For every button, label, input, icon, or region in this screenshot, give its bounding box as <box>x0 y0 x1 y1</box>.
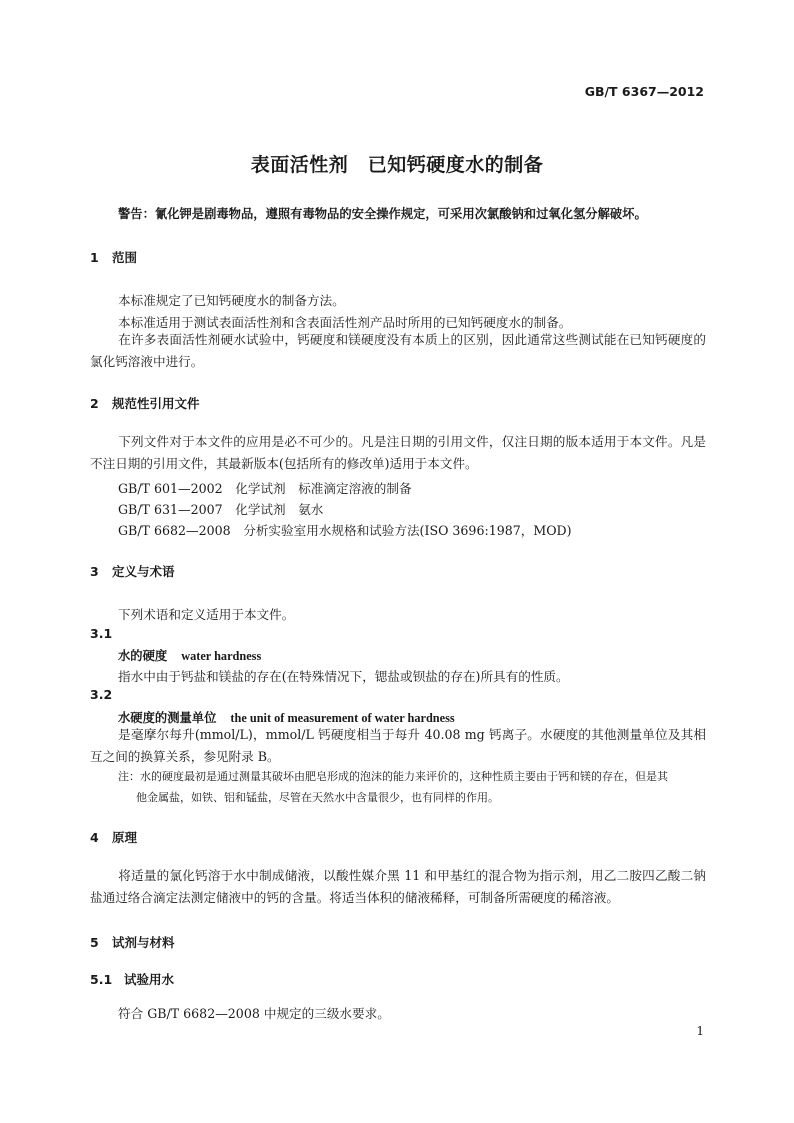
subsection-number: 5.1 <box>90 972 113 987</box>
reference-item: GB/T 601—2002 化学试剂 标准滴定溶液的制备 <box>118 481 412 496</box>
paragraph-text: 下列文件对于本文件的应用是必不可少的。凡是注日期的引用文件，仅注日期的版本适用于本文件。凡是不注日期的引用文件，其最新版本(包括所有的修改单)适用于本文件。 <box>90 434 706 471</box>
paragraph: 符合 GB/T 6682—2008 中规定的三级水要求。 <box>118 1006 390 1021</box>
paragraph <box>90 431 706 475</box>
term-number: 3.2 <box>90 687 113 702</box>
section-title: 定义与术语 <box>112 564 175 579</box>
note <box>118 766 706 808</box>
term-en: water hardness <box>181 649 262 663</box>
paragraph: 本标准适用于测试表面活性剂和含表面活性剂产品时所用的已知钙硬度水的制备。 <box>118 315 572 330</box>
section-number: 5 <box>90 935 99 950</box>
section-4-heading <box>90 828 137 846</box>
paragraph: 本标准规定了已知钙硬度水的制备方法。 <box>118 293 345 308</box>
section-title: 规范性引用文件 <box>112 396 200 411</box>
paragraph-text: 是毫摩尔每升(mmol/L)，mmol/L 钙硬度相当于每升 40.08 mg 钙离子。水硬度的其他测量单位及其相互之间的换算关系，参见附录 B。 <box>90 727 706 764</box>
term-definition: 指水中由于钙盐和镁盐的存在(在特殊情况下，锶盐或钡盐的存在)所具有的性质。 <box>118 669 569 684</box>
term-number: 3.1 <box>90 626 113 641</box>
paragraph-text: 将适量的氯化钙溶于水中制成储液，以酸性媒介黑 11 和甲基红的混合物为指示剂，用乙二胺四乙酸二钠盐通过络合滴定法测定储液中的钙的含量。将适当体积的储液稀释，可制备所需硬度的稀溶液。 <box>90 868 706 905</box>
section-number: 4 <box>90 830 99 845</box>
paragraph <box>90 865 706 909</box>
paragraph <box>90 329 706 373</box>
document-title: 表面活性剂 已知钙硬度水的制备 <box>250 154 544 176</box>
standard-code: GB/T 6367—2012 <box>584 84 704 99</box>
warning-text: 警告：氰化钾是剧毒物品，遵照有毒物品的安全操作规定，可采用次氯酸钠和过氧化氢分解破坏。 <box>118 207 647 221</box>
subsection-title: 试验用水 <box>124 972 175 987</box>
paragraph: 下列术语和定义适用于本文件。 <box>118 607 295 622</box>
term-title <box>118 646 261 664</box>
note-line: 他金属盐，如铁、铝和锰盐，尽管在天然水中含量很少，也有同样的作用。 <box>136 791 499 804</box>
section-3-heading <box>90 562 175 580</box>
subsection-heading <box>90 970 174 988</box>
section-2-heading <box>90 394 200 412</box>
term-zh: 水硬度的测量单位 <box>118 711 217 725</box>
note-line: 注：水的硬度最初是通过测量其破坏由肥皂形成的泡沫的能力来评价的，这种性质主要由于钙和镁的存在，但是其 <box>118 770 668 783</box>
section-1-heading <box>90 248 137 266</box>
section-title: 范围 <box>112 250 138 265</box>
section-number: 1 <box>90 250 99 265</box>
reference-item: GB/T 6682—2008 分析实验室用水规格和试验方法(ISO 3696:1987，MOD) <box>118 523 572 538</box>
paragraph-text: 在许多表面活性剂硬水试验中，钙硬度和镁硬度没有本质上的区别，因此通常这些测试能在已知钙硬度的氯化钙溶液中进行。 <box>90 332 706 369</box>
section-title: 试剂与材料 <box>112 935 175 950</box>
reference-item: GB/T 631—2007 化学试剂 氨水 <box>118 502 324 517</box>
term-definition <box>90 724 706 768</box>
section-number: 3 <box>90 564 99 579</box>
page-number: 1 <box>696 1024 704 1038</box>
section-title: 原理 <box>112 830 138 845</box>
term-en: the unit of measurement of water hardness <box>230 711 455 725</box>
section-5-heading <box>90 933 175 951</box>
section-number: 2 <box>90 396 99 411</box>
term-zh: 水的硬度 <box>118 649 168 663</box>
